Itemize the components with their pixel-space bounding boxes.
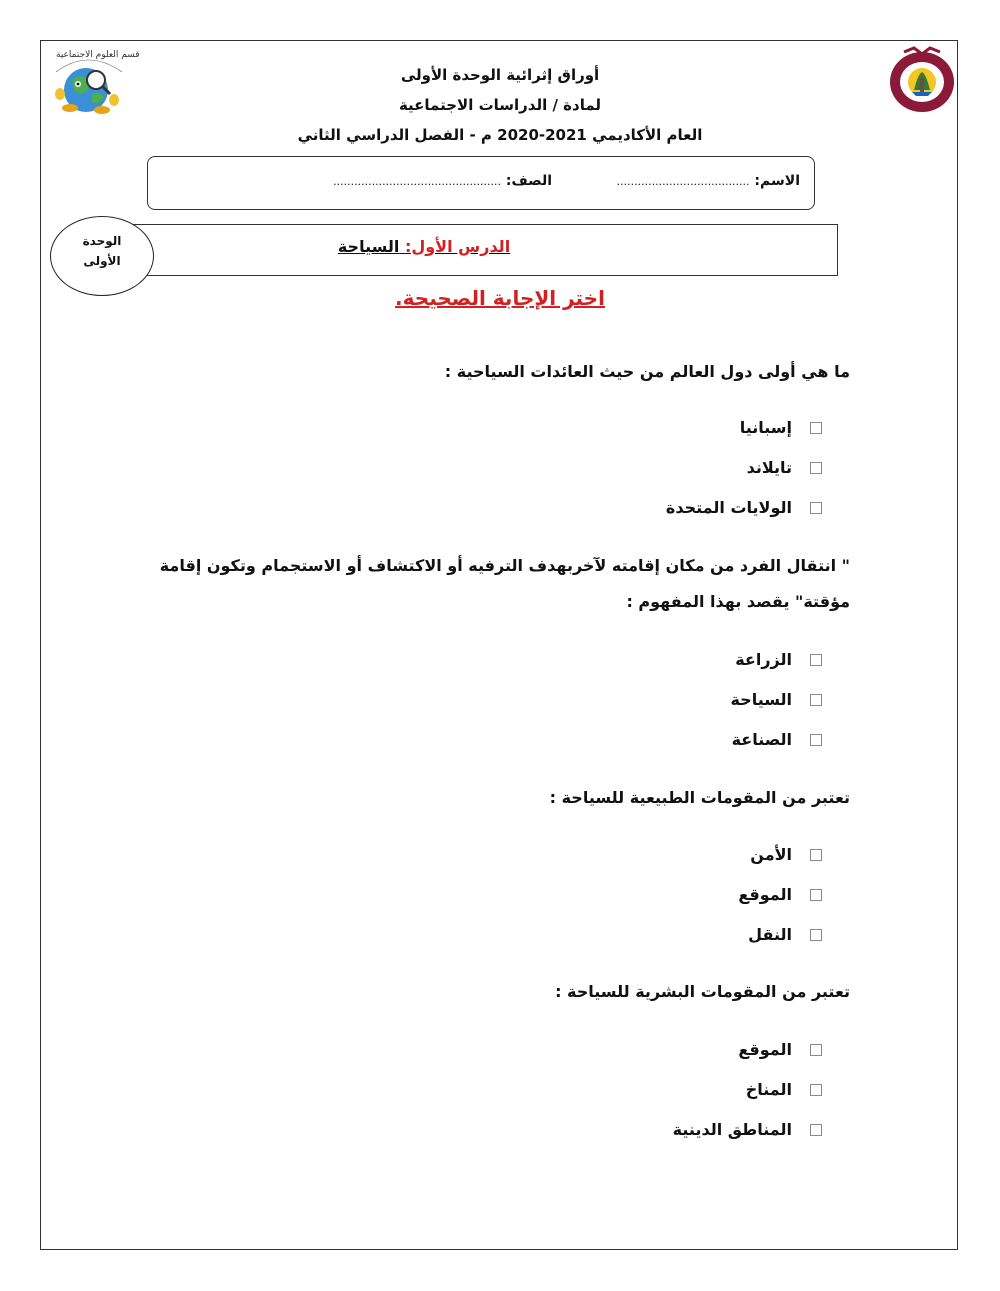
lesson-heading: [338, 237, 510, 256]
option-label: النقل: [748, 925, 792, 944]
department-logo-text: قسم العلوم الاجتماعية: [56, 50, 140, 60]
option-label: الموقع: [738, 885, 792, 904]
checkbox[interactable]: [810, 889, 822, 901]
option-label: المناخ: [745, 1080, 792, 1099]
question-2-option-1[interactable]: [735, 650, 822, 669]
checkbox[interactable]: [810, 734, 822, 746]
question-3-option-3[interactable]: [748, 925, 822, 944]
option-label: الصناعة: [731, 730, 792, 749]
question-4: تعتبر من المقومات البشرية للسياحة :: [555, 982, 850, 1001]
checkbox[interactable]: [810, 694, 822, 706]
name-field[interactable]: [617, 173, 800, 189]
checkbox[interactable]: [810, 462, 822, 474]
checkbox[interactable]: [810, 654, 822, 666]
option-label: الأمن: [750, 845, 792, 864]
header-academic-year: العام الأكاديمي 2021-2020 م - الفصل الدراسي الثاني: [297, 126, 703, 144]
question-3-option-2[interactable]: [738, 885, 822, 904]
header-title: أوراق إثرائية الوحدة الأولى: [400, 66, 600, 84]
option-label: السياحة: [730, 690, 792, 709]
document-header: [280, 60, 720, 150]
unit-line1: الوحدة: [82, 234, 122, 248]
option-label: تايلاند: [746, 458, 792, 477]
option-label: الموقع: [738, 1040, 792, 1059]
student-info-box: [147, 156, 815, 210]
lesson-title-box: [130, 224, 838, 276]
question-3-option-1[interactable]: [750, 845, 822, 864]
lesson-title: السياحة: [337, 237, 400, 256]
class-label: الصف:: [505, 173, 552, 189]
option-label: الولايات المتحدة: [665, 498, 792, 517]
name-label: الاسم:: [754, 173, 800, 189]
unit-line2: الأولى: [83, 254, 121, 268]
header-subject: لمادة / الدراسات الاجتماعية: [398, 96, 602, 114]
lesson-label: الدرس الأول:: [404, 237, 511, 256]
question-1-option-2[interactable]: [747, 458, 822, 477]
question-2-line-2: مؤقتة" يقصد بهذا المفهوم :: [626, 592, 850, 611]
question-4-option-1[interactable]: [738, 1040, 822, 1059]
checkbox[interactable]: [810, 1044, 822, 1056]
checkbox[interactable]: [810, 1084, 822, 1096]
option-label: الزراعة: [735, 650, 792, 669]
checkbox[interactable]: [810, 849, 822, 861]
question-2-line-1: " انتقال الفرد من مكان إقامته لآخربهدف الترفيه أو الاكتشاف أو الاستجمام وتكون إقامة: [159, 556, 850, 575]
checkbox[interactable]: [810, 929, 822, 941]
unit-badge: [50, 216, 154, 296]
option-label: المناطق الدينية: [672, 1120, 792, 1139]
question-1-option-3[interactable]: [666, 498, 822, 517]
question-3: تعتبر من المقومات الطبيعية للسياحة :: [549, 788, 850, 807]
ministry-logo: [884, 44, 960, 116]
question-4-option-2[interactable]: [746, 1080, 822, 1099]
checkbox[interactable]: [810, 502, 822, 514]
checkbox[interactable]: [810, 422, 822, 434]
instruction-heading: اختر الإجابة الصحيحة.: [395, 286, 605, 310]
page-border: [40, 40, 958, 1250]
class-field[interactable]: [333, 173, 552, 189]
name-dots: ......................................: [616, 175, 750, 188]
checkbox[interactable]: [810, 1124, 822, 1136]
question-2-option-3[interactable]: [732, 730, 822, 749]
question-1-option-1[interactable]: [740, 418, 822, 437]
question-1: ما هي أولى دول العالم من حيث العائدات السياحية :: [444, 362, 850, 381]
question-2-option-2[interactable]: [730, 690, 822, 709]
department-logo: [48, 50, 140, 120]
class-dots: ................................................: [333, 175, 501, 188]
question-4-option-3[interactable]: [673, 1120, 822, 1139]
option-label: إسبانيا: [739, 418, 792, 437]
